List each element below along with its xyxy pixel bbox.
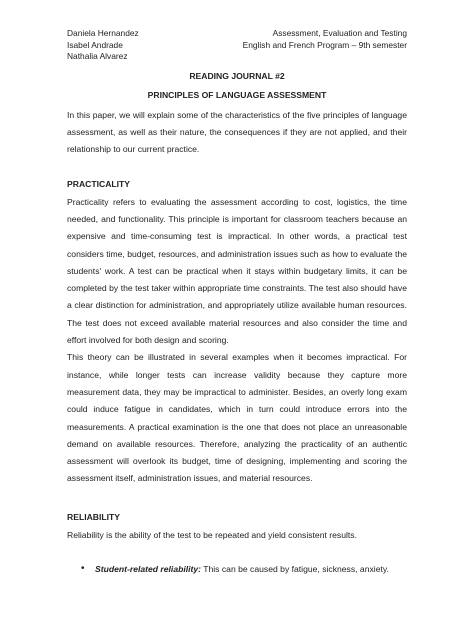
practicality-paragraph-2: This theory can be illustrated in several examples when it becomes impractical. For instance, while longer tests can increase validity because they capture more measurement data, they may be impractical to administer. Besides, an overly long exam could induce fatigue in candidates, which in turn could introduce errors into the measurements. A practical examination is the one that does not place an unreasonable demand on available resources. Therefore, analyzing the practicality of an authentic assessment will overlook its budget, time of designing, implementing and scoring the assessment itself, administration issues, and material resources.	[67, 352, 407, 484]
page-header	[67, 28, 407, 63]
practicality-paragraph-1: Practicality refers to evaluating the assessment according to cost, logistics, the time needed, and functionality. This principle is important for classroom teachers because an expensive and time-consuming test is impractical. In other words, a practical test considers time, budget, resources, and administration issues such as how to evaluate the students' work. A test can be practical when it stays within budgetary limits, it can be completed by the test taker within appropriate time constraints. The test also should have a clear distinction for administration, and appropriately utilize available human resources. The test does not exceed available material resources and also consider the time and effort involved for both design and scoring.	[67, 196, 407, 346]
author-name: Isabel Andrade	[67, 39, 123, 50]
document-title: READING JOURNAL #2	[189, 70, 285, 81]
document-subtitle: PRINCIPLES OF LANGUAGE ASSESSMENT	[147, 89, 327, 100]
reliability-bullet-list	[67, 562, 407, 576]
list-item	[81, 562, 407, 576]
bullet-icon: •	[81, 563, 85, 575]
course-info	[243, 28, 407, 63]
author-name: Daniela Hernandez	[67, 28, 139, 38]
intro-paragraph: In this paper, we will explain some of the characteristics of the five principles of language assessment, as well as their nature, the consequences if they are not applied, and their relationship to our current practice.	[67, 109, 407, 155]
bullet-text: This can be caused by fatigue, sickness, anxiety.	[201, 564, 389, 575]
course-name: Assessment, Evaluation and Testing	[272, 28, 407, 38]
author-name: Nathalia Alvarez	[67, 51, 128, 62]
bullet-term: Student-related reliability:	[95, 564, 202, 575]
author-list	[67, 28, 139, 63]
section-heading-practicality: PRACTICALITY	[67, 178, 131, 189]
reliability-paragraph: Reliability is the ability of the test to be repeated and yield consistent results.	[67, 529, 357, 540]
program-name: English and French Program – 9th semester	[242, 39, 407, 50]
section-heading-reliability: RELIABILITY	[67, 511, 120, 522]
